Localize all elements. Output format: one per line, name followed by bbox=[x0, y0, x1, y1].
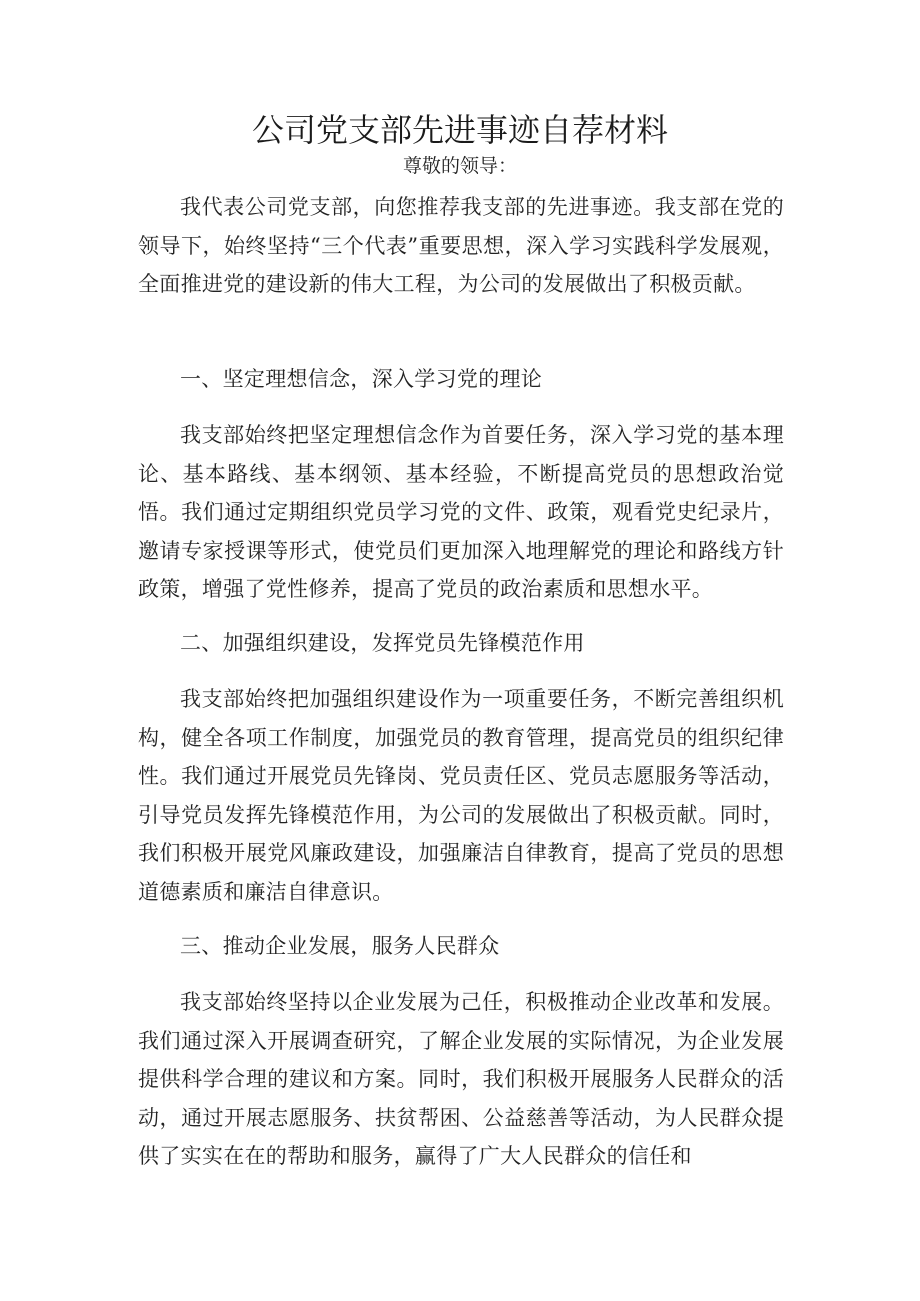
section-paragraph-1: 我支部始终把坚定理想信念作为首要任务，深入学习党的基本理论、基本路线、基本纲领、基本经验，不断提高党员的思想政治觉悟。我们通过定期组织党员学习党的文件、政策，观看党史纪录片，邀请专家授课等形式，使党员们更加深入地理解党的理论和路线方针政策，增强了党性修养，提高了党员的政治素质和思想水平。 bbox=[138, 423, 784, 601]
section-heading-3: 三、推动企业发展，服务人民群众 bbox=[180, 934, 500, 958]
section-heading-2: 二、加强组织建设，发挥党员先锋模范作用 bbox=[180, 631, 585, 655]
section-paragraph-2: 我支部始终把加强组织建设作为一项重要任务，不断完善组织机构，健全各项工作制度，加强党员的教育管理，提高党员的组织纪律性。我们通过开展党员先锋岗、党员责任区、党员志愿服务等活动，引导党员发挥先锋模范作用，为公司的发展做出了积极贡献。同时，我们积极开展党风廉政建设，加强廉洁自律教育，提高了党员的思想道德素质和廉洁自律意识。 bbox=[138, 687, 784, 904]
section-paragraph-3: 我支部始终坚持以企业发展为己任，积极推动企业改革和发展。我们通过深入开展调查研究，了解企业发展的实际情况，为企业发展提供科学合理的建议和方案。同时，我们积极开展服务人民群众的活动，通过开展志愿服务、扶贫帮困、公益慈善等活动，为人民群众提供了实实在在的帮助和服务，赢得了广大人民群众的信任和 bbox=[138, 990, 784, 1168]
intro-paragraph: 我代表公司党支部，向您推荐我支部的先进事迹。我支部在党的领导下，始终坚持“三个代表”重要思想，深入学习实践科学发展观，全面推进党的建设新的伟大工程，为公司的发展做出了积极贡献。 bbox=[138, 195, 784, 296]
section-heading-1: 一、坚定理想信念，深入学习党的理论 bbox=[180, 367, 543, 391]
document-title: 公司党支部先进事迹自荐材料 bbox=[251, 111, 668, 149]
salutation: 尊敬的领导： bbox=[402, 155, 517, 177]
